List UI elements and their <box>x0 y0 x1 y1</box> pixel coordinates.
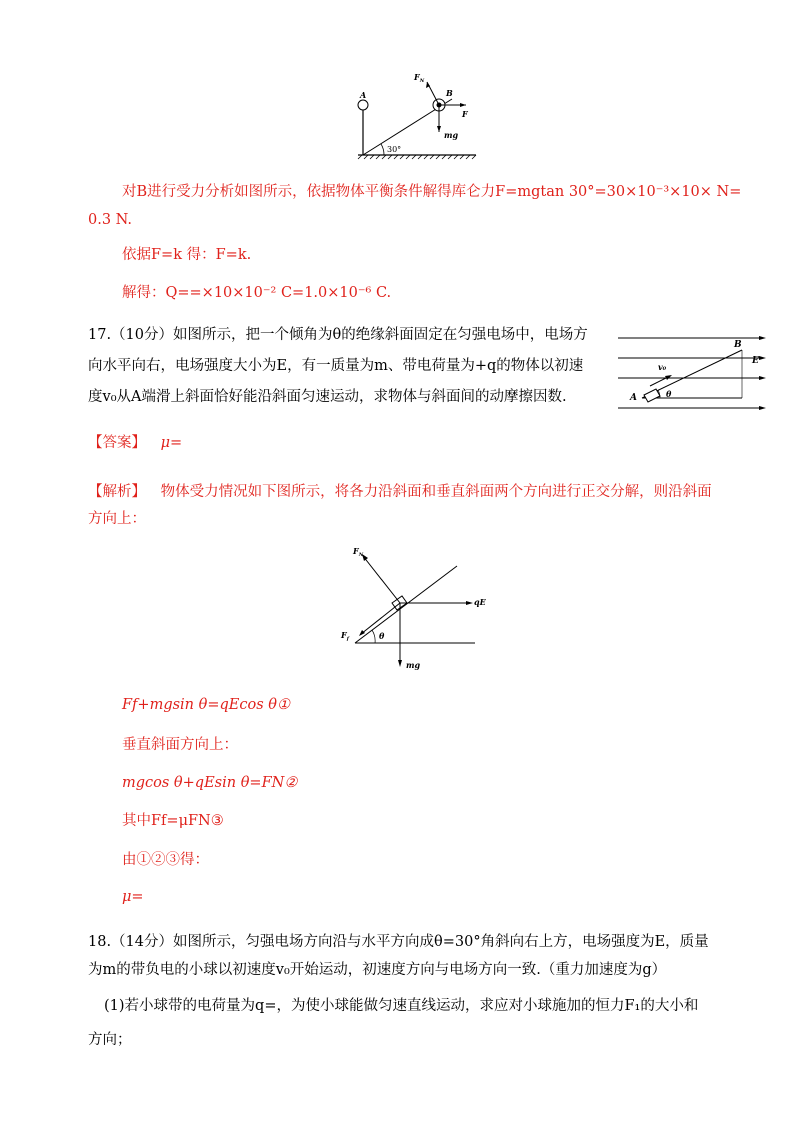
sol16-line4: 解得：Q==×10×10⁻² C=1.0×10⁻⁶ C. <box>122 285 392 301</box>
eq2: mgcos θ+qEsin θ=FN② <box>122 775 298 791</box>
vert-label: 垂直斜面方向上： <box>122 737 238 753</box>
analysis-tag: 【解析】 <box>88 484 146 500</box>
fig17-a: A <box>630 393 637 403</box>
label-mg: mg <box>444 130 459 140</box>
answer-tag: 【答案】 <box>88 435 146 451</box>
label-angle: 30° <box>387 145 402 154</box>
fig17-v0: v₀ <box>658 362 667 372</box>
figure-force-diagram <box>335 540 495 675</box>
answer-value: μ= <box>160 435 183 451</box>
q18-line2: 为m的带负电的小球以初速度v₀开始运动，初速度方向与电场方向一致.（重力加速度为g） <box>88 962 667 978</box>
label-b: B <box>446 88 453 98</box>
fig-mg: mg <box>406 660 421 670</box>
fig17-e: E <box>752 356 759 366</box>
eq3: 其中Ff=μFN③ <box>122 813 224 829</box>
svg-text:FN <box>413 72 425 84</box>
figure-charge-incline <box>350 68 480 160</box>
fig-fn: F <box>353 546 359 556</box>
label-a: A <box>360 90 367 100</box>
q17-line1: 17.（10分）如图所示，把一个倾角为θ的绝缘斜面固定在匀强电场中，电场方 <box>88 327 588 343</box>
q17-line3: 度v₀从A端滑上斜面恰好能沿斜面匀速运动，求物体与斜面间的动摩擦因数. <box>88 389 567 405</box>
result: μ= <box>122 889 144 905</box>
analysis-line1: 物体受力情况如下图所示，将各力沿斜面和垂直斜面两个方向进行正交分解，则沿斜面 <box>160 484 712 500</box>
sol16-line3: 依据F=k 得：F=k. <box>122 247 252 263</box>
label-f: F <box>462 109 468 119</box>
analysis-line2: 方向上： <box>88 511 146 527</box>
fig-ff-sub: f <box>346 636 349 642</box>
combine-label: 由①②③得： <box>122 852 209 868</box>
fig17-theta: θ <box>666 389 672 399</box>
fig-fn-sub: N <box>358 552 364 558</box>
fig-qe: qE <box>474 597 486 607</box>
q18-line1: 18.（14分）如图所示，匀强电场方向沿与水平方向成θ=30°角斜向右上方，电场强度为E，质量 <box>88 934 709 950</box>
svg-text:Ff <box>340 630 350 642</box>
label-fn-sub: N <box>419 78 425 84</box>
q18-sub1-line2: 方向； <box>88 1032 132 1048</box>
sol16-line2: 0.3 N. <box>88 212 133 228</box>
label-fn: F <box>414 72 420 82</box>
sol16-line1: 对B进行受力分析如图所示，依据物体平衡条件解得库仑力F=mgtan 30°=30×10⁻³×10× N= <box>122 184 742 200</box>
svg-text:FN <box>352 546 364 558</box>
fig-theta: θ <box>379 631 385 641</box>
fig17-b: B <box>734 340 742 350</box>
q18-sub1-line1: (1)若小球带的电荷量为q=，为使小球能做匀速直线运动，求应对小球施加的恒力F₁的大小和 <box>104 998 699 1014</box>
fig-ff: F <box>341 630 347 640</box>
figure-incline-field <box>614 332 770 414</box>
q17-line2: 向水平向右，电场强度大小为E，有一质量为m、带电荷量为+q的物体以初速 <box>88 358 584 374</box>
eq1: Ff+mgsin θ=qEcos θ① <box>122 697 291 713</box>
